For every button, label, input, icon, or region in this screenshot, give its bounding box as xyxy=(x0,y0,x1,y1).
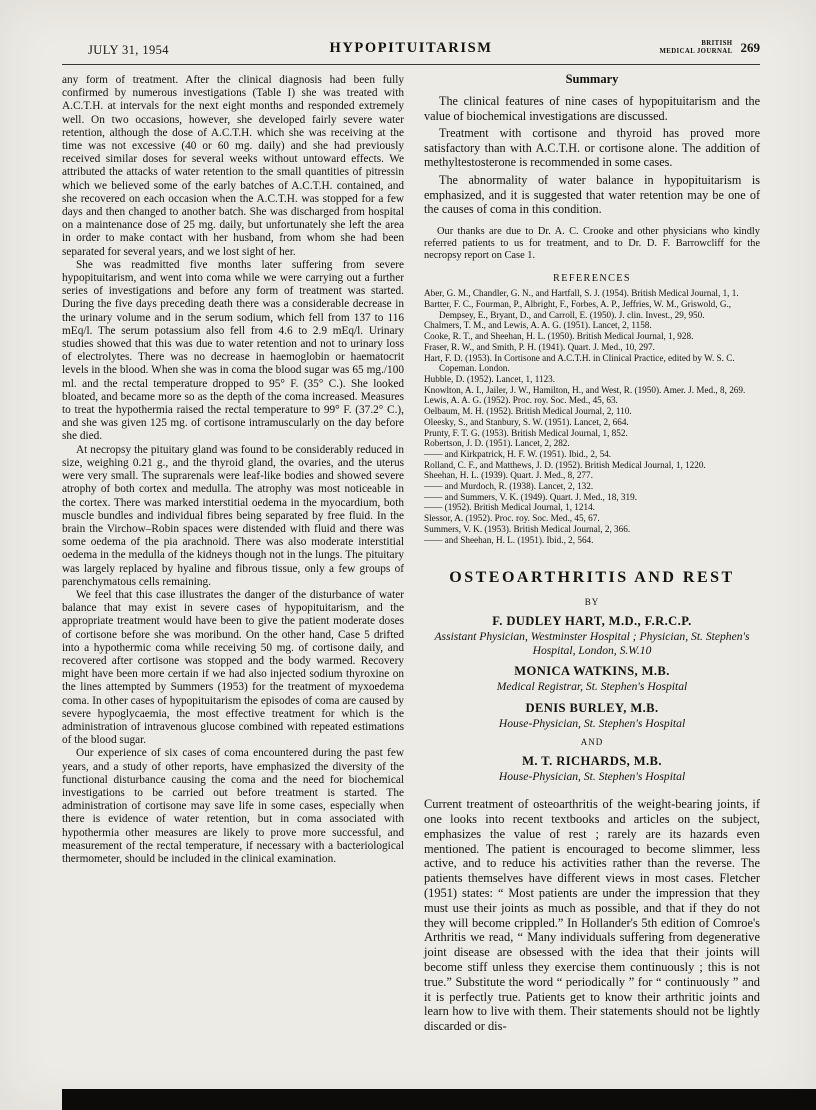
header-rule xyxy=(62,64,760,65)
running-title: HYPOPITUITARISM xyxy=(329,40,493,56)
paragraph: She was readmitted five months later suffering from severe hypopituitarism, and went into coma while we were carrying out a further series of investigations and before any form of treatment was started. During the five days preceding death there was a considerable decrease in the urinary volume and in the serum sodium, which fell from 137 to 116 mEq/l. The serum potassium also fell from 4.6 to 2.9 mEq/l. Urinary studies showed that this was due to water retention and not to urinary loss of electrolytes. There was no decrease in haemoglobin or haematocrit levels in the blood. When she was in coma the blood sugar was 65 mg./100 ml. and the rectal temperature dropped to 95° F. (35° C.). She looked bloated, and became more so as the depth of the coma increased. Measures to treat the hypothermia raised the rectal temperature to 99° F. (37.2° C.), and she was given 125 mg. of cortisone intramuscularly on the day before she died. xyxy=(62,258,404,443)
right-column xyxy=(424,72,760,1034)
reference-entry: Rolland, C. F., and Matthews, J. D. (1952). British Medical Journal, 1, 1220. xyxy=(424,459,706,470)
reference-entry: Sheehan, H. L. (1939). Quart. J. Med., 8, 277. xyxy=(424,470,593,481)
author-name: MONICA WATKINS, M.B. xyxy=(514,664,670,679)
paragraph: Current treatment of osteoarthritis of the weight-bearing joints, if one looks into recent textbooks and articles on the subject, emphasizes the value of rest ; rarely are its hazards even mentioned. The patient is encouraged to become slimmer, less active, and to reduce his activities rather than the reverse. The patients themselves have different views in most cases. Fletcher (1951) states: “ Most patients are under the impression that they must use their joints as much as possible, and that if they do not they will become crippled.” In Hollander's 5th edition of Comroe's Arthritis we read, “ Many individuals suffering from degenerative joint disease are obsessed with the idea that their joints will become stiff unless they exercise them continuously ; this is not true.” Substitute the word “ periodically ” for “ continuously ” and it is perfectly true. Patients get to know their arthritic joints and learn how to live with them. Their statements should not be lightly discarded or dis- xyxy=(424,797,760,1034)
reference-entry: Fraser, R. W., and Smith, P. H. (1941). Quart. J. Med., 10, 297. xyxy=(424,341,655,352)
article-title: OSTEOARTHRITIS AND REST xyxy=(449,569,735,587)
author-name: M. T. RICHARDS, M.B. xyxy=(522,753,662,768)
reference-entry: —— and Murdoch, R. (1938). Lancet, 2, 132. xyxy=(424,481,594,492)
acknowledgment-text: Our thanks are due to Dr. A. C. Crooke and other physicians who kindly referred patients to us for treatment, and to Dr. D. F. Barrowcliff for the necropsy report on Case 1. xyxy=(424,225,760,262)
author-affiliation: House-Physician, St. Stephen's Hospital xyxy=(498,769,686,783)
article-opening xyxy=(424,797,760,1034)
references-list xyxy=(424,288,760,545)
author-block xyxy=(424,664,760,694)
journal-name-line1: BRITISH xyxy=(701,40,733,48)
author-name: F. DUDLEY HART, M.D., F.R.C.P. xyxy=(492,614,692,629)
left-column xyxy=(62,74,404,866)
reference-entry: Robertson, J. D. (1951). Lancet, 2, 282. xyxy=(424,438,570,449)
author-affiliation: Assistant Physician, Westminster Hospital ; Physician, St. Stephen's Hospital, London, S.W.10 xyxy=(434,630,750,657)
paragraph: Our experience of six cases of coma encountered during the past few years, and a study of other reports, have emphasized the diversity of the functional disturbance causing the coma and the need for biochemical investigations to be carried out before treatment is started. The administration of cortisone may save life in some cases, especially when there is evidence of water retention, but in coma associated with hypothermia other measures are likely to prove more successful, and measurement of the rectal temperature, if necessary with a bacteriological thermometer, should be included in the clinical examination. xyxy=(62,747,404,865)
reference-entry: Oelbaum, M. H. (1952). British Medical Journal, 2, 110. xyxy=(424,406,632,417)
author-name: DENIS BURLEY, M.B. xyxy=(525,701,659,716)
summary-section xyxy=(424,72,760,217)
references-heading: REFERENCES xyxy=(553,273,631,285)
page-header xyxy=(62,40,760,62)
paragraph: any form of treatment. After the clinical diagnosis had been fully confirmed by numerous investigations (Table I) she was treated with A.C.T.H. at intervals for the next eight months and responded extremely well. On two occasions, however, she developed fairly severe water retention, although the dose of A.C.T.H. which she was receiving at the time was not excessive (40 or 60 mg. daily) and she had previously received similar doses for several weeks without untoward effects. We attributed the attacks of water retention to the small quantities of pitressin which we believed some of the early batches of A.C.T.H. contained, and she recovered on each occasion when the A.C.T.H. was stopped for a few days and then changed to another batch. She was discharged from hospital on a maintenance dose of 25 mg. daily, but unfortunately she left the area in order to make contact with her husband, from whom she had been separated for several years, and we lost sight of her. xyxy=(62,74,404,258)
reference-entry: Knowlton, A. I., Jailer, J. W., Hamilton, H., and West, R. (1950). Amer. J. Med., 8, 269. xyxy=(424,384,746,395)
summary-paragraph: The clinical features of nine cases of hypopituitarism and the value of biochemical investigations are discussed. xyxy=(424,94,760,123)
reference-entry: Bartter, F. C., Fourman, P., Albright, F., Forbes, A. P., Jeffries, W. M., Griswold, G., Dempsey, E., Bryant, D., and Carroll, E. (1950). J. clin. Invest., 29, 950. xyxy=(424,299,732,320)
and-label: AND xyxy=(580,736,604,747)
scan-artifact-bar xyxy=(62,1089,816,1110)
paragraph: At necropsy the pituitary gland was found to be considerably reduced in size, weighing 0.21 g., and the thyroid gland, the ovaries, and the uterus were very small. The suprarenals were leaf-like bodies and showed severe atrophy of both cortex and medulla. The atrophy was most noticeable in the cortex. There was marked interstitial oedema in the myocardium, both muscle bundles and individual fibres being separated by free fluid. In the brain the Virchow–Robin spaces were distended with fluid and there was some oedema of the pia arachnoid. There was also moderate interstitial oedema in the medulla of the kidneys though not in the lungs. The pituitary was largely replaced by hyaline and fibrous tissue, only a few groups of parenchymatous cells remaining. xyxy=(62,443,404,588)
author-block xyxy=(424,701,760,731)
summary-heading: Summary xyxy=(565,72,619,86)
reference-entry: Cooke, R. T., and Sheehan, H. L. (1950). British Medical Journal, 1, 928. xyxy=(424,331,694,342)
reference-entry: Summers, V. K. (1953). British Medical Journal, 2, 366. xyxy=(424,523,631,534)
reference-entry: Lewis, A. A. G. (1952). Proc. roy. Soc. Med., 45, 63. xyxy=(424,395,618,406)
author-block xyxy=(424,754,760,784)
author-affiliation: Medical Registrar, St. Stephen's Hospital xyxy=(496,680,688,694)
reference-entry: —— and Kirkpatrick, H. F. W. (1951). Ibid., 2, 54. xyxy=(424,448,612,459)
summary-paragraph: The abnormality of water balance in hypopituitarism is emphasized, and it is suggested that water retention may be one of the causes of coma in this condition. xyxy=(424,172,760,217)
author-affiliation: House-Physician, St. Stephen's Hospital xyxy=(498,717,686,731)
page-number: 269 xyxy=(740,40,760,55)
reference-entry: Oleesky, S., and Stanbury, S. W. (1951). Lancet, 2, 664. xyxy=(424,416,629,427)
reference-entry: Slessor, A. (1952). Proc. roy. Soc. Med., 45, 67. xyxy=(424,513,600,524)
reference-entry: Aber, G. M., Chandler, G. N., and Hartfall, S. J. (1954). British Medical Journal, 1, 1. xyxy=(424,288,739,299)
journal-name-line2: MEDICAL JOURNAL xyxy=(659,48,733,55)
reference-entry: —— (1952). British Medical Journal, 1, 1214. xyxy=(424,502,595,513)
journal-masthead xyxy=(659,40,732,55)
masthead-block xyxy=(659,40,760,56)
reference-entry: Hart, F. D. (1953). In Cortisone and A.C.T.H. in Clinical Practice, edited by W. S. C. Copeman. London. xyxy=(424,352,735,374)
by-label: BY xyxy=(584,597,600,608)
paragraph: We feel that this case illustrates the danger of the disturbance of water balance that may exist in severe cases of hypopituitarism, and the appropriate treatment would have been to give the patient moderate doses of cortisone before she was moribund. On the other hand, Case 5 drifted into a hypothermic coma while receiving 50 mg. of cortisone daily, and recovered after cortisone was stopped and the body warmed. Recovery might have been more certain if we had also injected sodium thyroxine on the lines attempted by Summers (1953) for the treatment of myxoedema coma. In other cases of hypopituitarism the episodes of coma are caused by severe hypoglycaemia, the most effective treatment for which is the administration of intravenous glucose combined with repeated estimations of the blood sugar. xyxy=(62,588,404,747)
issue-date: JULY 31, 1954 xyxy=(88,43,169,57)
reference-entry: Chalmers, T. M., and Lewis, A. A. G. (1951). Lancet, 2, 1158. xyxy=(424,320,652,331)
reference-entry: Hubble, D. (1952). Lancet, 1, 1123. xyxy=(424,373,556,384)
summary-paragraph: Treatment with cortisone and thyroid has proved more satisfactory than with A.C.T.H. or cortisone alone. The addition of methyltestosterone is recommended in some cases. xyxy=(424,126,760,170)
reference-entry: —— and Sheehan, H. L. (1951). Ibid., 2, 564. xyxy=(424,534,594,545)
reference-entry: —— and Summers, V. K. (1949). Quart. J. Med., 18, 319. xyxy=(424,491,638,502)
reference-entry: Prunty, F. T. G. (1953). British Medical Journal, 1, 852. xyxy=(424,427,628,438)
author-block xyxy=(424,614,760,657)
